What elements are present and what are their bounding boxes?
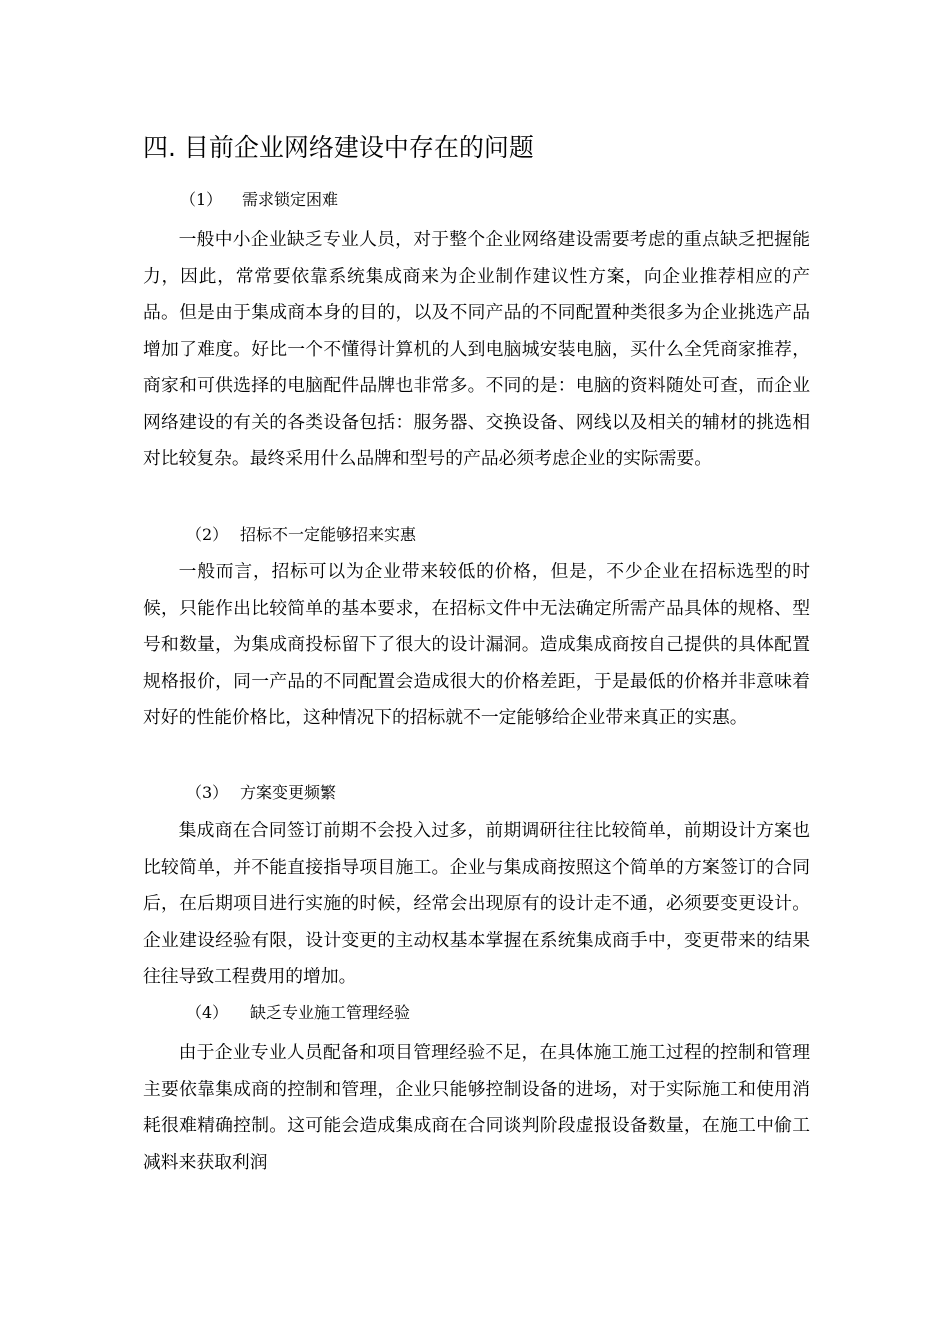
subheading-1: [180, 186, 338, 214]
subheading-2: [186, 521, 416, 549]
subheading-number: （3）: [186, 783, 229, 802]
subheading-text: 缺乏专业施工管理经验: [250, 1003, 411, 1022]
subheading-number: （4）: [186, 1003, 229, 1022]
paragraph-2: 一般而言，招标可以为企业带来较低的价格，但是，不少企业在招标选型的时候，只能作出比较简单的基本要求，在招标文件中无法确定所需产品具体的规格、型号和数量，为集成商投标留下了很大的设计漏洞。造成集成商按自己提供的具体配置规格报价，同一产品的不同配置会造成很大的价格差距，于是最低的价格并非意味着对好的性能价格比，这种情况下的招标就不一定能够给企业带来真正的实惠。: [143, 561, 810, 728]
paragraph-3: 集成商在合同签订前期不会投入过多，前期调研往往比较简单，前期设计方案也比较简单，并不能直接指导项目施工。企业与集成商按照这个简单的方案签订的合同后，在后期项目进行实施的时候，经常会出现原有的设计走不通，必须要变更设计。企业建设经验有限，设计变更的主动权基本掌握在系统集成商手中，变更带来的结果往往导致工程费用的增加。: [143, 820, 810, 987]
subheading-4: [186, 999, 410, 1027]
subheading-text: 方案变更频繁: [240, 783, 337, 802]
subheading-number: （1）: [180, 190, 223, 209]
paragraph-1: 一般中小企业缺乏专业人员，对于整个企业网络建设需要考虑的重点缺乏把握能力，因此，常常要依靠系统集成商来为企业制作建议性方案，向企业推荐相应的产品。但是由于集成商本身的目的，以及不同产品的不同配置种类很多为企业挑选产品增加了难度。好比一个不懂得计算机的人到电脑城安装电脑，买什么全凭商家推荐，商家和可供选择的电脑配件品牌也非常多。不同的是：电脑的资料随处可查，而企业网络建设的有关的各类设备包括：服务器、交换设备、网线以及相关的辅材的挑选相对比较复杂。最终采用什么品牌和型号的产品必须考虑企业的实际需要。: [143, 229, 810, 469]
subheading-number: （2）: [186, 525, 229, 544]
paragraph-4: 由于企业专业人员配备和项目管理经验不足，在具体施工施工过程的控制和管理主要依靠集成商的控制和管理，企业只能够控制设备的进场，对于实际施工和使用消耗很难精确控制。这可能会造成集成商在合同谈判阶段虚报设备数量，在施工中偷工减料来获取利润: [143, 1042, 810, 1173]
section-title: 四. 目前企业网络建设中存在的问题: [143, 133, 534, 162]
subheading-text: 需求锁定困难: [242, 190, 339, 209]
subheading-text: 招标不一定能够招来实惠: [240, 525, 417, 544]
subheading-3: [186, 779, 336, 807]
